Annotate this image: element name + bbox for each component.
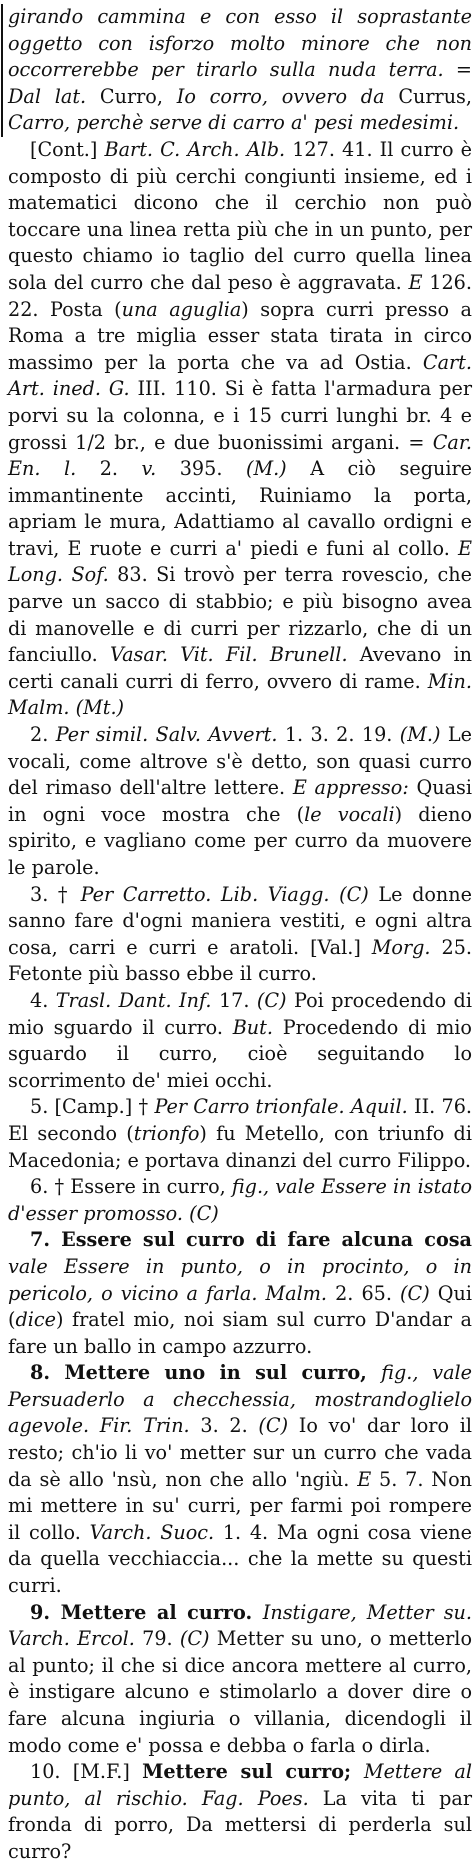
text-segment: Car. En. l. [8, 430, 472, 481]
text-segment: Io corro, ovvero da [176, 84, 399, 108]
text-segment: 127. 41. Il curro è composto di più cerchi congiunti insieme, ed i matematici dicono che il cerchio non può toccare una linea retta più che in un punto, per questo chiamo io taglio del curro quella linea sola del curro che dal peso è aggravata. [8, 137, 472, 294]
text-segment: 25. Fetonte più basso ebbe il curro. [8, 935, 473, 986]
sense-1-paragraph [8, 137, 472, 722]
sense-6-paragraph [8, 1174, 472, 1227]
text-segment: Quasi in ogni voce mostra che ( [8, 776, 472, 826]
text-segment: (C) [258, 1414, 299, 1438]
text-segment: 9. Mettere al curro. [30, 1600, 263, 1624]
text-segment: E [357, 1467, 380, 1491]
text-segment: Per simil. Salv. Avvert. [55, 723, 285, 747]
text-segment: 5. 7. Non mi mettere in su' curri, per farmi poi rompere il collo. [8, 1467, 473, 1544]
text-segment: 79. [142, 1627, 180, 1651]
text-segment: 8. Mettere uno in sul curro, [30, 1361, 382, 1385]
text-segment: Bart. C. Arch. Alb. [104, 137, 293, 161]
text-segment: Avevano in certi canali curri di ferro, ovvero di rame. [8, 643, 472, 693]
text-segment: 3. 2. [200, 1414, 259, 1438]
sense-10-paragraph [8, 1759, 472, 1865]
text-segment: E Long. Sof. [8, 536, 472, 587]
text-segment: Min. Malm. (Mt.) [8, 669, 472, 720]
text-segment: 7. Essere sul curro di fare alcuna cosa [30, 1228, 472, 1252]
text-segment: Carro, perchè serve di carro a' pesi medesimi. [8, 111, 460, 135]
text-segment: 17. [218, 988, 257, 1012]
text-segment: Le donne sanno fare d'ogni maniera vestiti, e ogni altra cosa, carri e curri e aratoli. [Val.] [8, 882, 472, 959]
text-segment: (C) [400, 1281, 438, 1305]
text-segment: Per Carro trionfale. Aquil. [154, 1095, 414, 1119]
sense-4-paragraph [8, 988, 472, 1094]
text-segment: 83. Si trovò per terra rovescio, che parve un sacco di stabbio; e più bisogno avea di manovelle e di curri per rizzarlo, che di un fanciullo. [8, 563, 472, 667]
text-segment: Qui ( [8, 1281, 472, 1332]
text-segment: III. 110. Si è fatta l'armadura per porvi su la colonna, e i 15 curri lunghi br. 4 e grossi 1/2 br., e due buonissimi argani. = [8, 377, 472, 454]
text-segment: fig., vale Essere in istato d'esser promosso. (C) [8, 1175, 472, 1225]
text-segment: Mettere al punto, al rischio. Fag. Poes. [8, 1760, 473, 1810]
text-segment: Morg. [371, 935, 442, 959]
text-segment: ) fu Metello, con triunfo di Macedonia; e portava dinanzi del curro Filippo. [8, 1121, 472, 1172]
text-segment: Mettere sul curro; [142, 1760, 364, 1784]
sense-2-paragraph [8, 722, 472, 882]
text-segment: (M.) [245, 457, 311, 481]
sense-9-paragraph [8, 1600, 472, 1760]
text-segment: 6. † Essere in curro, [30, 1175, 232, 1199]
sense-7-paragraph [8, 1227, 472, 1360]
text-segment: Instigare, Metter su. Varch. Ercol. [8, 1600, 472, 1651]
text-segment: 1. 4. Ma ogni cosa viene da quella vecchiaccia... che la mette su questi curri. [8, 1520, 473, 1598]
text-segment: vale Essere in punto, o in procinto, o in pericolo, o vicino a farla. Malm. [8, 1254, 472, 1305]
text-segment: 4. [30, 988, 56, 1012]
text-segment: girando cammina e con esso il soprastante oggetto con isforzo molto minore che non occorrerebbe per tirarlo sulla nuda terra. = Dal lat. [8, 5, 472, 108]
text-segment: v. [141, 457, 180, 481]
text-segment: II. 76. El secondo ( [8, 1095, 473, 1145]
text-segment: Procedendo di mio sguardo il curro, cioè seguitando lo scorrimento de' miei occhi. [8, 1015, 472, 1092]
text-segment: Cart. Art. ined. G. [8, 350, 472, 401]
text-segment: 5. [Camp.] † [30, 1095, 155, 1119]
text-segment: Le vocali, come altrove s'è detto, son quasi curro del rimaso dell'altre lettere. [8, 723, 472, 800]
entry-continuation [1, 4, 472, 137]
text-segment: ) sopra curri presso a Roma a tre miglia esser stata tirata in circo massimo per la porta che va ad Ostia. [8, 297, 472, 374]
text-segment: (M.) [399, 723, 448, 747]
text-segment: 2. [30, 723, 56, 747]
text-segment: ) fratel mio, noi siam sul curro D'andar a fare un ballo in campo azzurro. [8, 1308, 472, 1358]
text-segment: Per Carretto. Lib. Viagg. (C) [80, 882, 379, 906]
text-segment: E appresso: [292, 776, 417, 800]
text-segment: 10. [M.F.] [30, 1760, 143, 1784]
sense-5-paragraph [8, 1094, 472, 1174]
text-segment: 126. 22. Posta ( [8, 270, 472, 321]
text-segment: But. [232, 1015, 283, 1039]
text-segment: le vocali [304, 802, 395, 826]
text-segment: La vita ti par fronda di porro, Da mettersi di perderla sul curro? [8, 1786, 472, 1863]
text-segment: Curro, [99, 84, 177, 108]
text-segment: dice [15, 1308, 57, 1332]
text-segment: Varch. Suoc. [89, 1520, 223, 1544]
text-segment: fig., vale Persuaderlo a checchessia, mostrandoglielo agevole. Fir. Trin. [8, 1361, 472, 1438]
text-segment: E [408, 270, 430, 294]
text-segment: A ciò seguire immantinente accinti, Ruiniamo la porta, apriam le mura, Adattiamo al cavallo ordigni e travi, E ruote e curri a' piedi e funi al collo. [8, 457, 472, 560]
text-segment: Poi procedendo di mio sguardo il curro. [8, 988, 472, 1039]
text-segment: Io vo' dar loro il resto; ch'io li vo' metter sur un curro che vada da sè allo 'nsù, non che allo 'ngiù. [8, 1414, 472, 1491]
text-segment: 3. † [30, 882, 81, 906]
text-segment: Trasl. Dant. Inf. [55, 988, 219, 1012]
text-segment: Vasar. Vit. Fil. Brunell. [109, 643, 360, 667]
text-segment: [Cont.] [30, 137, 105, 161]
text-segment: ) dieno spirito, e vagliano come per curro da muovere le parole. [8, 802, 472, 879]
text-segment: Currus, [398, 84, 472, 108]
text-segment: 2. [99, 457, 142, 481]
text-segment: 395. [179, 457, 246, 481]
text-segment: una aguglia [121, 297, 242, 321]
text-segment: 1. 3. 2. 19. [284, 723, 400, 747]
text-segment: Metter su uno, o metterlo al punto; il che si dice ancora mettere al curro, è instigare alcuno e stimolarlo a dover dire o fare alcuna ingiuria o villania, dicendogli il modo come e' possa e debba o farla o dirla. [8, 1627, 472, 1757]
sense-8-paragraph [8, 1360, 472, 1599]
text-segment: trionfo [133, 1121, 200, 1145]
sense-3-paragraph [8, 882, 472, 988]
text-segment: (C) [256, 988, 294, 1012]
text-segment: (C) [179, 1627, 217, 1651]
text-segment: 2. 65. [335, 1281, 401, 1305]
